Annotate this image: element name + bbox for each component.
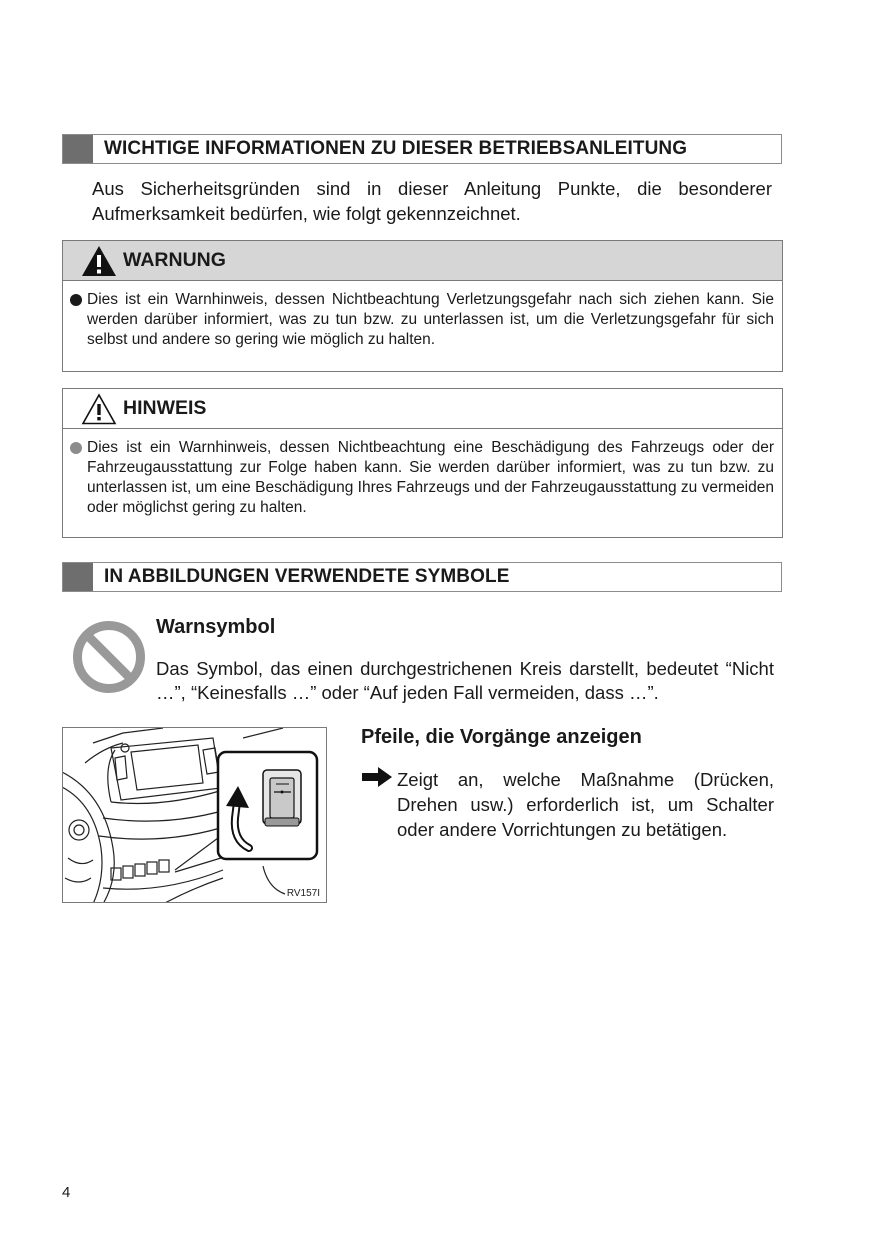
prohibition-icon xyxy=(72,620,146,694)
notice-text: Dies ist ein Warnhinweis, dessen Nichtbeachtung eine Beschädigung des Fahrzeugs oder der Fahrzeugausstattung zur Folge haben kann. Sie werden darüber informiert, was zu tun bzw. zu unterlassen ist, um eine Beschädigung Ihres Fahrzeugs und der Fahrzeugausstattung zu vermeiden oder möglichst gering zu halten. xyxy=(87,439,774,516)
right-arrow-icon xyxy=(362,767,392,787)
section-header-symbols xyxy=(62,562,782,592)
section-header-marker xyxy=(63,563,93,591)
section-header-marker xyxy=(63,135,93,163)
warnsymbol-title: Warnsymbol xyxy=(156,616,276,638)
bullet-dot-icon xyxy=(70,294,82,306)
notice-header xyxy=(63,389,782,429)
bullet-dot-icon xyxy=(70,442,82,454)
caution-triangle-icon xyxy=(81,393,117,425)
arrows-text: Zeigt an, welche Maßnahme (Drücken, Drehen usw.) erforderlich ist, um Schalter oder andere Vorrichtungen zu betätigen. xyxy=(397,769,774,840)
intro-paragraph: Aus Sicherheitsgründen sind in dieser Anleitung Punkte, die besonderer Aufmerksamkeit bedürfen, wie folgt gekennzeichnet. xyxy=(92,178,772,224)
notice-body xyxy=(63,429,782,518)
section-header-important-info xyxy=(62,134,782,164)
illustration-code: RV157I xyxy=(286,888,320,899)
section-header-title: IN ABBILDUNGEN VERWENDETE SYMBOLE xyxy=(104,566,510,587)
arrows-title: Pfeile, die Vorgänge anzeigen xyxy=(361,726,642,748)
warnsymbol-text: Das Symbol, das einen durchgestrichenen Kreis darstellt, bedeutet “Nicht …”, “Keinesfalls …” oder “Auf jeden Fall vermeiden, dass …”. xyxy=(156,658,774,703)
page-number: 4 xyxy=(62,1184,71,1201)
section-header-title: WICHTIGE INFORMATIONEN ZU DIESER BETRIEBSANLEITUNG xyxy=(104,138,688,159)
dashboard-illustration xyxy=(62,727,327,903)
notice-title: HINWEIS xyxy=(123,397,207,419)
warning-text: Dies ist ein Warnhinweis, dessen Nichtbeachtung Verletzungsgefahr nach sich ziehen kann. Sie werden darüber informiert, was zu tun bzw. zu unterlassen ist, um die Verletzungsgefahr für sich selbst und andere so gering wie möglich zu halten. xyxy=(87,291,774,348)
notice-box xyxy=(62,388,783,538)
warning-body xyxy=(63,281,782,350)
warning-title: WARNUNG xyxy=(123,249,226,271)
warning-triangle-icon xyxy=(81,245,117,277)
warning-header xyxy=(63,241,782,281)
warning-box xyxy=(62,240,783,372)
dashboard-line-drawing xyxy=(63,728,327,903)
